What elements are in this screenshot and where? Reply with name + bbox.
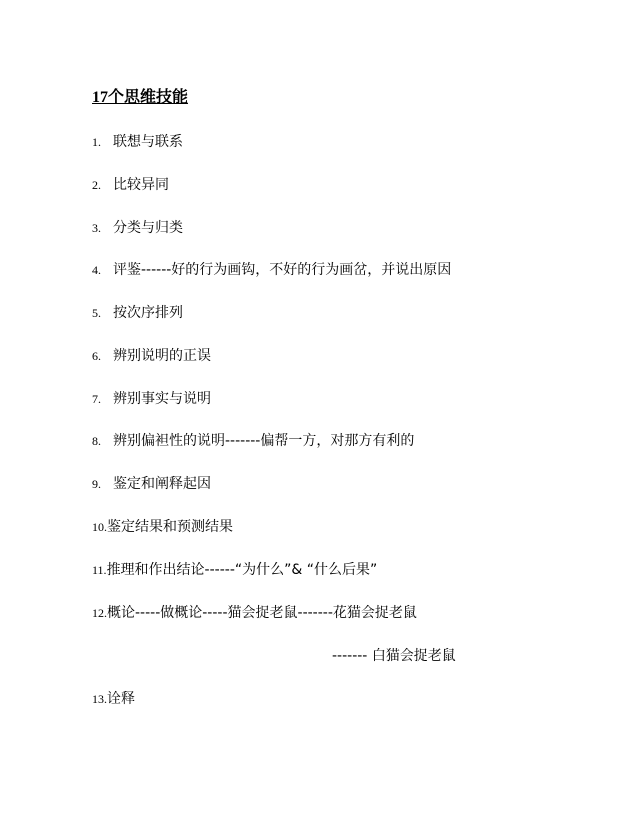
list-item-number: 2.	[92, 178, 101, 192]
list-item-text: 辨别说明的正误	[113, 348, 211, 364]
list-item	[92, 560, 377, 580]
list-item-text: 按次序排列	[113, 305, 183, 321]
list-item	[92, 303, 183, 323]
list-item-number: 12.	[92, 606, 107, 620]
list-item-number: 4.	[92, 263, 101, 277]
list-item-text: 评鉴------好的行为画钩，不好的行为画岔，并说出原因	[113, 262, 452, 278]
document-title	[92, 84, 188, 107]
list-item	[92, 689, 135, 709]
list-item	[92, 175, 169, 195]
list-item-number: 8.	[92, 434, 101, 448]
list-item-text: 分类与归类	[113, 220, 183, 236]
list-item	[92, 132, 183, 152]
list-item-text: 鉴定和阐释起因	[113, 476, 211, 492]
list-item	[92, 260, 451, 280]
list-item-continuation: ------- 白猫会捉老鼠	[332, 648, 456, 664]
list-item	[92, 218, 183, 238]
list-item	[92, 431, 414, 451]
list-item-text: 推理和作出结论------“为什么”& “什么后果”	[106, 562, 378, 578]
list-item-text: 联想与联系	[113, 134, 183, 150]
list-item-text: 辨别事实与说明	[113, 391, 211, 407]
list-item-number: 9.	[92, 477, 101, 491]
list-item-number: 7.	[92, 392, 101, 406]
list-item-text: 诠释	[107, 691, 135, 707]
list-item-text: 比较异同	[113, 177, 169, 193]
title-text: 个思维技能	[108, 87, 189, 106]
list-item-number: 3.	[92, 221, 101, 235]
list-item-number: 6.	[92, 349, 101, 363]
list-item	[92, 389, 211, 409]
list-item-number: 10.	[92, 520, 107, 534]
title-number: 17	[92, 89, 108, 106]
list-item-text: 鉴定结果和预测结果	[107, 519, 233, 535]
list-item-number: 11.	[92, 563, 107, 577]
list-item-number: 13.	[92, 692, 107, 706]
list-item-text: 辨别偏袒性的说明-------偏帮一方，对那方有利的	[113, 433, 415, 449]
list-item	[92, 346, 211, 366]
list-item-text: 概论-----做概论-----猫会捉老鼠-------花猫会捉老鼠	[107, 605, 417, 621]
list-item	[92, 517, 233, 537]
list-item-number: 1.	[92, 135, 101, 149]
list-item	[92, 474, 211, 494]
list-item	[92, 603, 417, 623]
list-item-number: 5.	[92, 306, 101, 320]
